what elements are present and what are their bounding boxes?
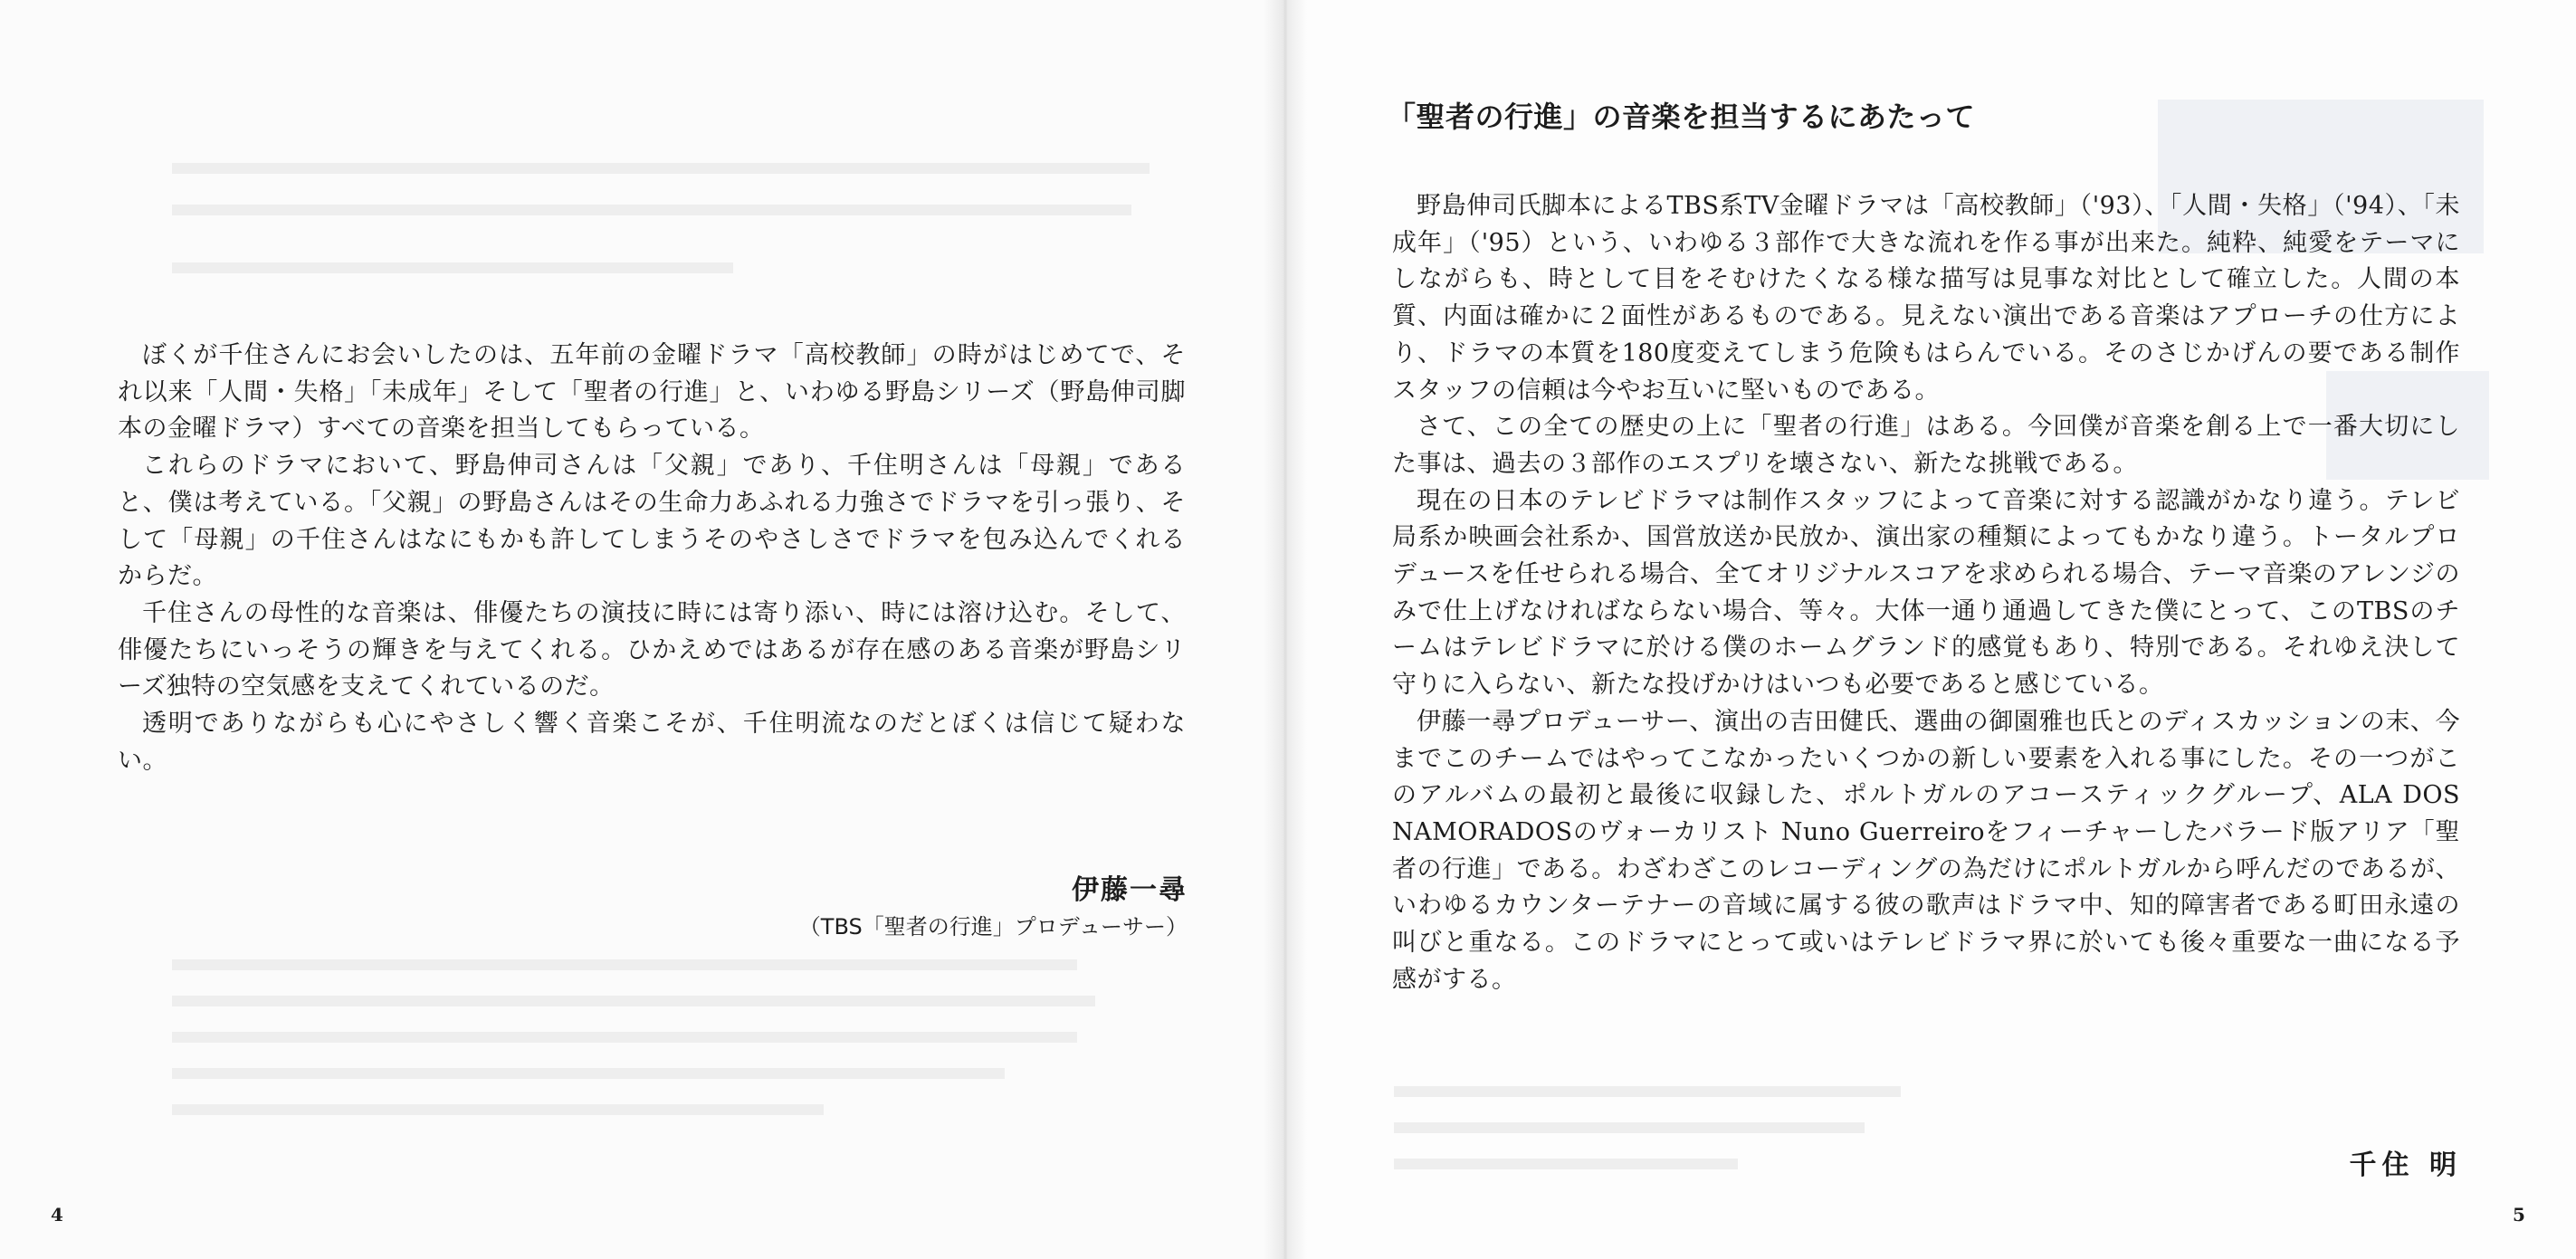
left-paragraph-2: これらのドラマにおいて、野島伸司さんは「父親」であり、千住明さんは「母親」であると、僕は考えている。「父親」の野島さんはその生命力あふれる力強さでドラマを引っ張り、そして「母親」の千住さんはなにもかも許してしまうそのやさしさでドラマを包み込んでくれるからだ。 [118,452,1186,591]
right-heading: 「聖者の行進」の音楽を担当するにあたって [1387,100,1976,134]
show-through-line [172,205,1131,215]
right-essay [1392,188,2460,998]
page-number-right: 5 [2513,1204,2525,1226]
show-through-line [172,1104,824,1115]
left-paragraph-4: 透明でありながらも心にやさしく響く音楽こそが、千住明流なのだとぼくは信じて疑わない。 [118,710,1186,775]
left-page [0,0,1285,1259]
right-paragraph-3: 現在の日本のテレビドラマは制作スタッフによって音楽に対する認識がかなり違う。テレビ局系か映画会社系か、国営放送か民放か、演出家の種類によってもかなり違う。トータルプロデュースを任せられる場合、全てオリジナルスコアを求められる場合、テーマ音楽のアレンジのみで仕上げなければならない場合、等々。大体一通り通過してきた僕にとって、このTBSのチームはテレビドラマに於ける僕のホームグランド的感覚もあり、特別である。それゆえ決して守りに入らない、新たな投げかけはいつも必要であると感じている。 [1392,486,2460,700]
show-through-line [172,959,1077,970]
right-paragraph-2: さて、この全ての歴史の上に「聖者の行進」はある。今回僕が音楽を創る上で一番大切にした事は、過去の３部作のエスプリを壊さない、新たな挑戦である。 [1392,413,2460,478]
show-through-line [172,163,1150,174]
right-signature: 千住 明 [2349,1149,2462,1181]
left-essay [118,338,1186,779]
left-paragraph-3: 千住さんの母性的な音楽は、俳優たちの演技に時には寄り添い、時には溶け込む。そして、俳優たちにいっそうの輝きを与えてくれる。ひかえめではあるが存在感のある音楽が野島シリーズ独特の空気感を支えてくれているのだ。 [118,598,1186,701]
show-through-line [172,1068,1005,1079]
right-paragraph-4: 伊藤一尋プロデューサー、演出の吉田健氏、選曲の御園雅也氏とのディスカッションの末、今までこのチームではやってこなかったいくつかの新しい要素を入れる事にした。その一つがこのアルバムの最初と最後に収録した、ポルトガルのアコースティックグループ、ALA DOS NAMORADOSのヴォーカリスト Nuno Guerreiroをフィーチャーしたバラード版アリア「聖者の行進」である。わざわざこのレコーディングの為だけにポルトガルから呼んだのであるが、いわゆるカウンターテナーの音域に属する彼の歌声はドラマ中、知的障害者である町田永遠の叫びと重なる。このドラマにとって或いはテレビドラマ界に於いても後々重要な一曲になる予感がする。 [1392,707,2460,994]
left-paragraph-1: ぼくが千住さんにお会いしたのは、五年前の金曜ドラマ「高校教師」の時がはじめてで、それ以来「人間・失格」「未成年」そして「聖者の行進」と、いわゆる野島シリーズ（野島伸司脚本の金曜ドラマ）すべての音楽を担当してもらっている。 [118,341,1186,444]
show-through-line [1394,1122,1865,1133]
show-through-line [172,262,733,273]
page-number-left: 4 [51,1204,63,1226]
show-through-line [172,996,1095,1006]
show-through-line [172,1032,1077,1043]
left-signature-role: （TBS「聖者の行進」プロデューサー） [798,914,1188,939]
right-paragraph-1: 野島伸司氏脚本によるTBS系TV金曜ドラマは「高校教師」（'93）、「人間・失格」（'94）、「未成年」（'95）という、いわゆる３部作で大きな流れを作る事が出来た。純粋、純愛をテーマにしながらも、時として目をそむけたくなる様な描写は見事な対比として確立した。人間の本質、内面は確かに２面性があるものである。見えない演出である音楽はアプローチの仕方により、ドラマの本質を180度変えてしまう危険もはらんでいる。そのさじかげんの要である制作スタッフの信頼は今やお互いに堅いものである。 [1392,192,2460,405]
show-through-line [1394,1086,1901,1097]
center-gutter [1264,0,1307,1259]
show-through-line [1394,1159,1738,1169]
left-signature: 伊藤一尋 [1072,874,1188,906]
